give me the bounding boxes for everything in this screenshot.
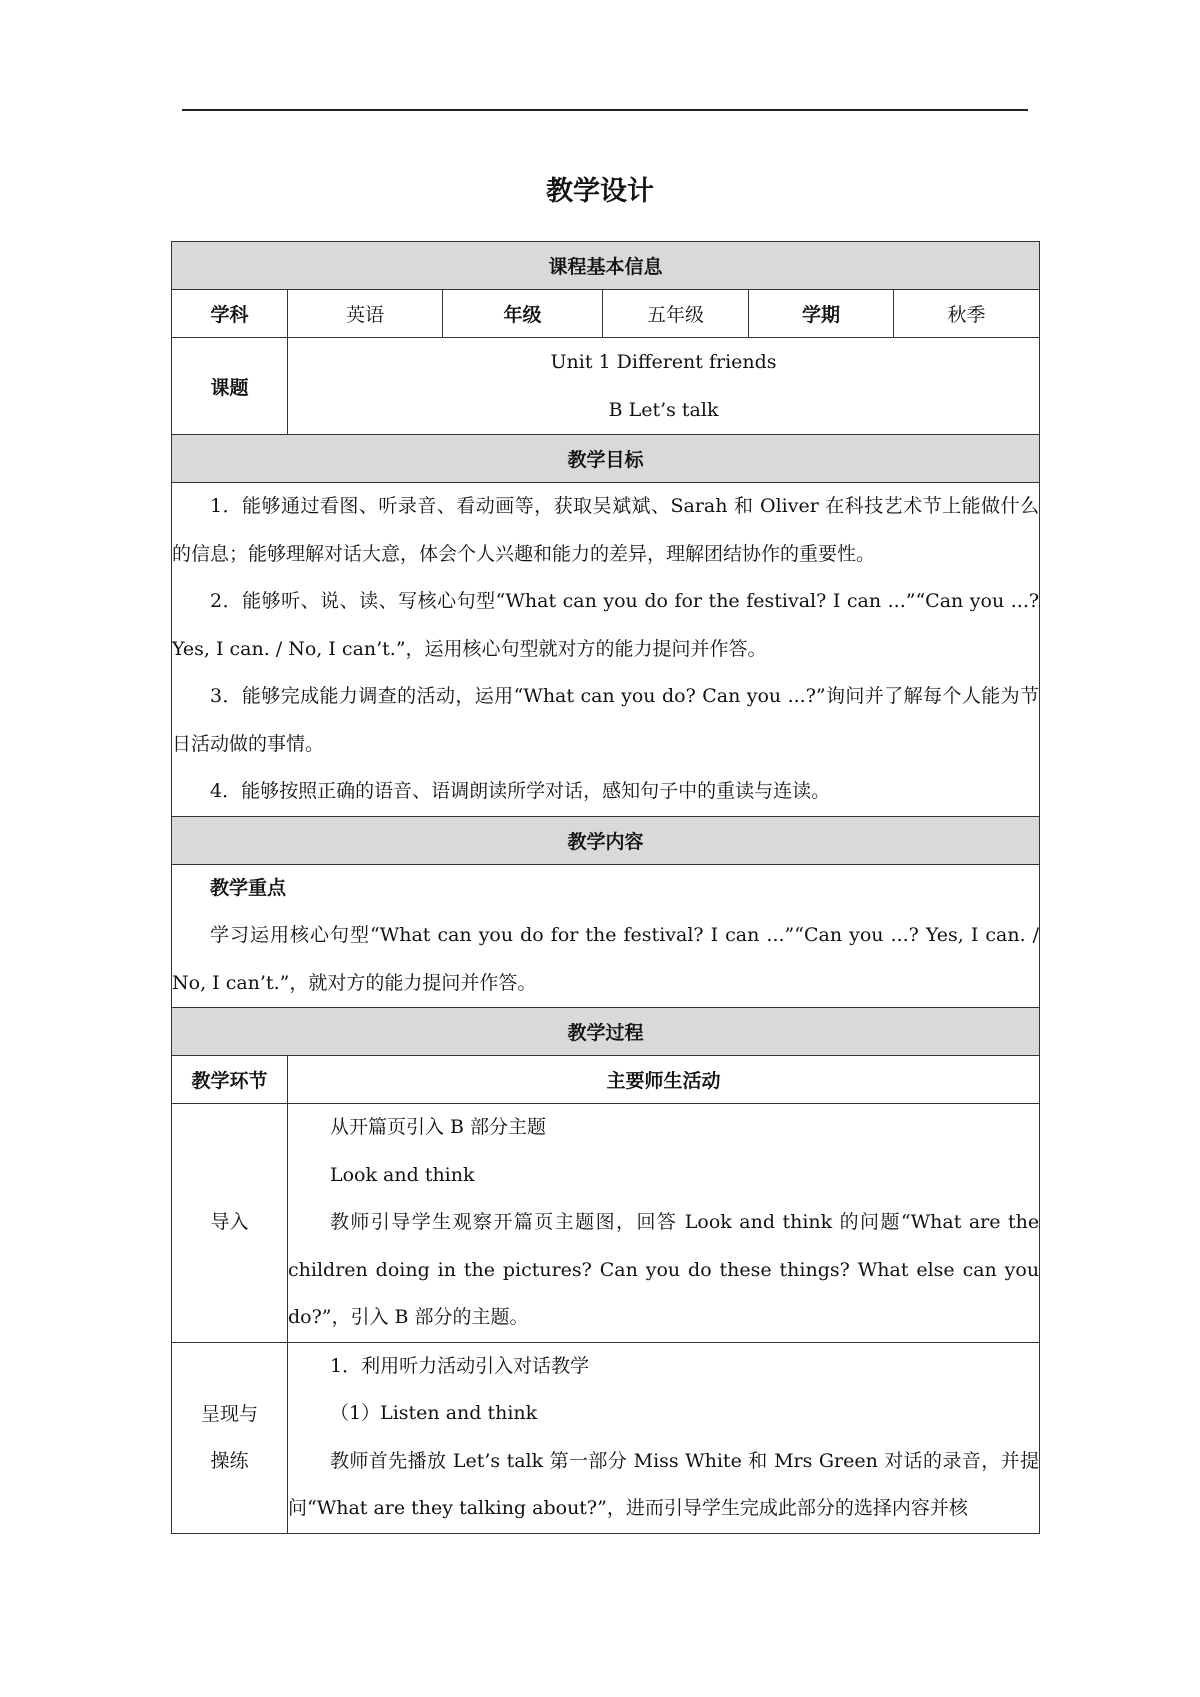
activity-paragraph: 1．利用听力活动引入对话教学	[330, 1354, 590, 1377]
activity-paragraph: 从开篇页引入 B 部分主题	[330, 1116, 547, 1138]
activity-paragraph: （1）Listen and think	[330, 1402, 538, 1424]
column-header-stage: 教学环节	[172, 1056, 288, 1104]
objectives-body	[172, 483, 1040, 817]
content-body	[172, 864, 1040, 1008]
stage-name	[172, 1342, 288, 1533]
stage-name-line: 操练	[210, 1449, 249, 1472]
stage-activities	[288, 1342, 1040, 1533]
section-basic-info: 课程基本信息	[172, 242, 1040, 290]
stage-name	[172, 1104, 288, 1343]
objective-item: 3．能够完成能力调查的活动，运用“What can you do? Can you ...?”询问并了解每个人能为节日活动做的事情。	[172, 685, 1040, 755]
process-header-row	[172, 1056, 1040, 1104]
topic-row	[172, 338, 1040, 435]
term-value: 秋季	[894, 290, 1040, 338]
process-row-intro	[172, 1104, 1040, 1343]
objective-item: 1．能够通过看图、听录音、看动画等，获取吴斌斌、Sarah 和 Oliver 在科技艺术节上能做什么的信息；能够理解对话大意，体会个人兴趣和能力的差异，理解团结协作的重要性。	[172, 495, 1040, 565]
objective-item: 4．能够按照正确的语音、语调朗读所学对话，感知句子中的重读与连读。	[210, 780, 831, 802]
topic-line-2: B Let’s talk	[608, 399, 719, 421]
term-label: 学期	[749, 290, 894, 338]
stage-activities	[288, 1104, 1040, 1343]
grade-label: 年级	[443, 290, 603, 338]
lesson-plan-table	[171, 241, 1040, 1534]
objective-item: 2．能够听、说、读、写核心句型“What can you do for the festival? I can ...”“Can you ...? Yes, I can. / No, I can’t.”，运用核心句型就对方的能力提问并作答。	[172, 590, 1040, 660]
document-title: 教学设计	[546, 176, 654, 207]
process-row-presentation	[172, 1342, 1040, 1533]
topic-label: 课题	[172, 338, 288, 435]
section-objectives: 教学目标	[172, 435, 1040, 483]
key-point-text: 学习运用核心句型“What can you do for the festival? I can ...”“Can you ...? Yes, I can. / No, I can’t.”，就对方的能力提问并作答。	[172, 924, 1040, 994]
activity-paragraph: 教师引导学生观察开篇页主题图，回答 Look and think 的问题“What are the children doing in the pictures? Can you do these things? What else can you do?”，引入 B 部分的主题。	[288, 1211, 1040, 1328]
activity-paragraph: 教师首先播放 Let’s talk 第一部分 Miss White 和 Mrs Green 对话的录音，并提问“What are they talking about?”，进而引导学生完成此部分的选择内容并核	[288, 1449, 1040, 1519]
column-header-activity: 主要师生活动	[288, 1056, 1040, 1104]
subject-label: 学科	[172, 290, 288, 338]
key-point-heading: 教学重点	[210, 876, 287, 899]
grade-value: 五年级	[603, 290, 749, 338]
topic-value	[288, 338, 1040, 435]
subject-value: 英语	[288, 290, 443, 338]
section-content: 教学内容	[172, 816, 1040, 864]
stage-name-line: 导入	[210, 1211, 249, 1234]
stage-name-line: 呈现与	[200, 1402, 258, 1425]
section-process: 教学过程	[172, 1008, 1040, 1056]
header-rule	[182, 109, 1028, 111]
topic-line-1: Unit 1 Different friends	[550, 351, 777, 373]
info-row	[172, 290, 1040, 338]
activity-paragraph: Look and think	[330, 1163, 475, 1186]
